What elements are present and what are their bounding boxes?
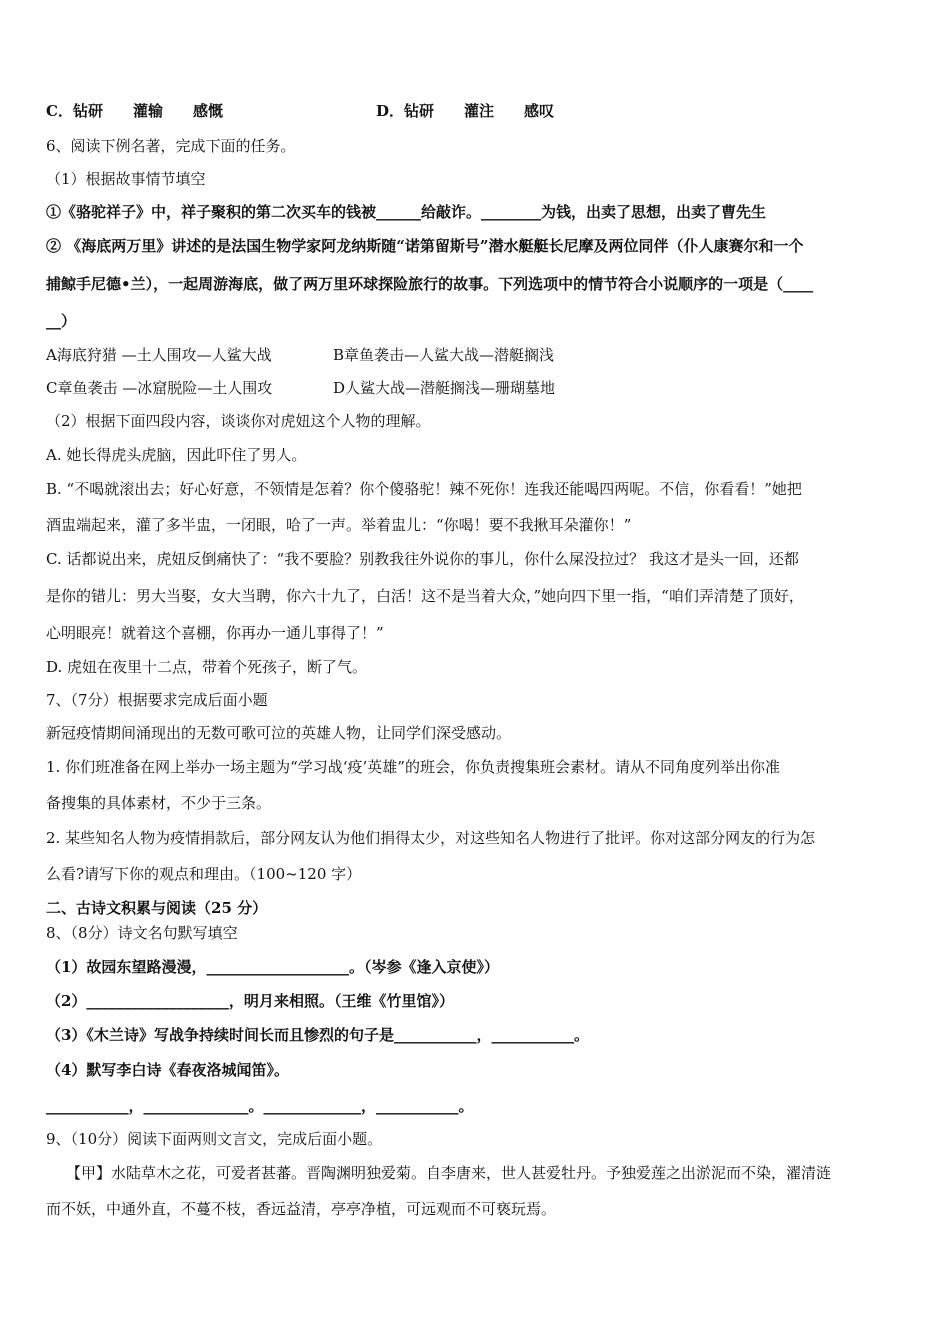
q7-sub1-line2: 备搜集的具体素材，不少于三条。 (46, 794, 272, 812)
section2-title: 二、古诗文积累与阅读（25 分） (46, 899, 268, 917)
q6-item2-line1: ② 《海底两万里》讲述的是法国生物学家阿龙纳斯随“诺第留斯号”潜水艇艇长尼摩及两位同伴（仆人康赛尔和一个 (46, 237, 804, 255)
q9-passage-1-line1: 【甲】水陆草木之花，可爱者甚蕃。晋陶渊明独爱菊。自李唐来，世人甚爱牡丹。予独爱莲之出淤泥而不染，濯清涟 (66, 1164, 832, 1182)
q6-item2-line3: __） (46, 312, 77, 330)
q7-sub1-line1: 1. 你们班准备在网上举办一场主题为“学习战‘疫’英雄”的班会，你负责搜集班会素材。请从不同角度列举出你准 (46, 758, 780, 776)
q6-option-a: A海底狩猎 —土人围攻—人鲨大战 (46, 346, 272, 364)
option-d: D．钻研 灌注 感叹 (376, 102, 555, 120)
q8-line1: （1）故园东望路漫漫，___________________。（岑参《逢入京使》） (46, 958, 499, 976)
q8-line4: （4）默写李白诗《春夜洛城闻笛》。 (46, 1061, 289, 1079)
q7-title: 7、（7分）根据要求完成后面小题 (46, 691, 268, 709)
q6-passage-c-line2: 是你的错儿：男大当娶，女大当聘，你六十九了，白活！这不是当着大众，”她向四下里一指，“咱们弄清楚了顶好， (46, 587, 804, 605)
q8-line3: （3）《木兰诗》写战争持续时间长而且惨烈的句子是___________，___________。 (46, 1026, 589, 1044)
q8-title: 8、（8分）诗文名句默写填空 (46, 924, 238, 942)
q9-passage-1-line2: 而不妖，中通外直，不蔓不枝，香远益清，亭亭净植，可远观而不可亵玩焉。 (46, 1200, 557, 1218)
q6-part2: （2）根据下面四段内容，谈谈你对虎妞这个人物的理解。 (46, 412, 431, 430)
q6-item1: ①《骆驼祥子》中，祥子聚积的第二次买车的钱被______给敲诈。________为钱，出卖了思想，出卖了曹先生 (46, 203, 767, 221)
q8-line2: （2）___________________，明月来相照。（王维《竹里馆》） (46, 992, 454, 1010)
q6-passage-d: D. 虎妞在夜里十二点，带着个死孩子，断了气。 (46, 658, 368, 676)
q7-sub2-line2: 么看?请写下你的观点和理由。（100~120 字） (46, 865, 362, 883)
q6-option-c: C章鱼袭击 —冰窟脱险—土人围攻 (46, 379, 273, 397)
q7-sub2-line1: 2. 某些知名人物为疫情捐款后，部分网友认为他们捐得太少，对这些知名人物进行了批评。你对这部分网友的行为怎 (46, 829, 816, 847)
q6-passage-c-line1: C. 话都说出来，虎妞反倒痛快了：“我不要脸？别教我往外说你的事儿，你什么屎没拉过？ 我这才是头一回，还都 (46, 550, 799, 568)
q6-part1: （1）根据故事情节填空 (46, 170, 206, 188)
q6-title: 6、阅读下例名著，完成下面的任务。 (46, 137, 296, 155)
q6-passage-b-line1: B. “不喝就滚出去；好心好意，不领情是怎着？你个傻骆驼！辣不死你！连我还能喝四两呢。不信，你看看！”她把 (46, 480, 802, 498)
q6-item2-line2: 捕鲸手尼德•兰），一起周游海底，做了两万里环球探险旅行的故事。下列选项中的情节符合小说顺序的一项是（____ (46, 275, 814, 293)
q8-line5: ___________，______________。_____________，___________。 (46, 1097, 474, 1115)
option-c: C．钻研 灌输 感慨 (46, 102, 223, 120)
q9-title: 9、（10分）阅读下面两则文言文，完成后面小题。 (46, 1130, 383, 1148)
q7-intro: 新冠疫情期间涌现出的无数可歌可泣的英雄人物，让同学们深受感动。 (46, 724, 512, 742)
q6-passage-b-line2: 酒盅端起来，灌了多半盅，一闭眼，哈了一声。举着盅儿：“你喝！要不我揪耳朵灌你！” (46, 516, 632, 534)
q6-option-b: B章鱼袭击—人鲨大战—潜艇搁浅 (333, 346, 555, 364)
q6-passage-a: A. 她长得虎头虎脑，因此吓住了男人。 (46, 446, 307, 464)
q6-passage-c-line3: 心明眼亮！就着这个喜棚，你再办一通儿事得了！” (46, 624, 384, 642)
q6-option-d: D人鲨大战—潜艇搁浅—珊瑚墓地 (333, 379, 556, 397)
